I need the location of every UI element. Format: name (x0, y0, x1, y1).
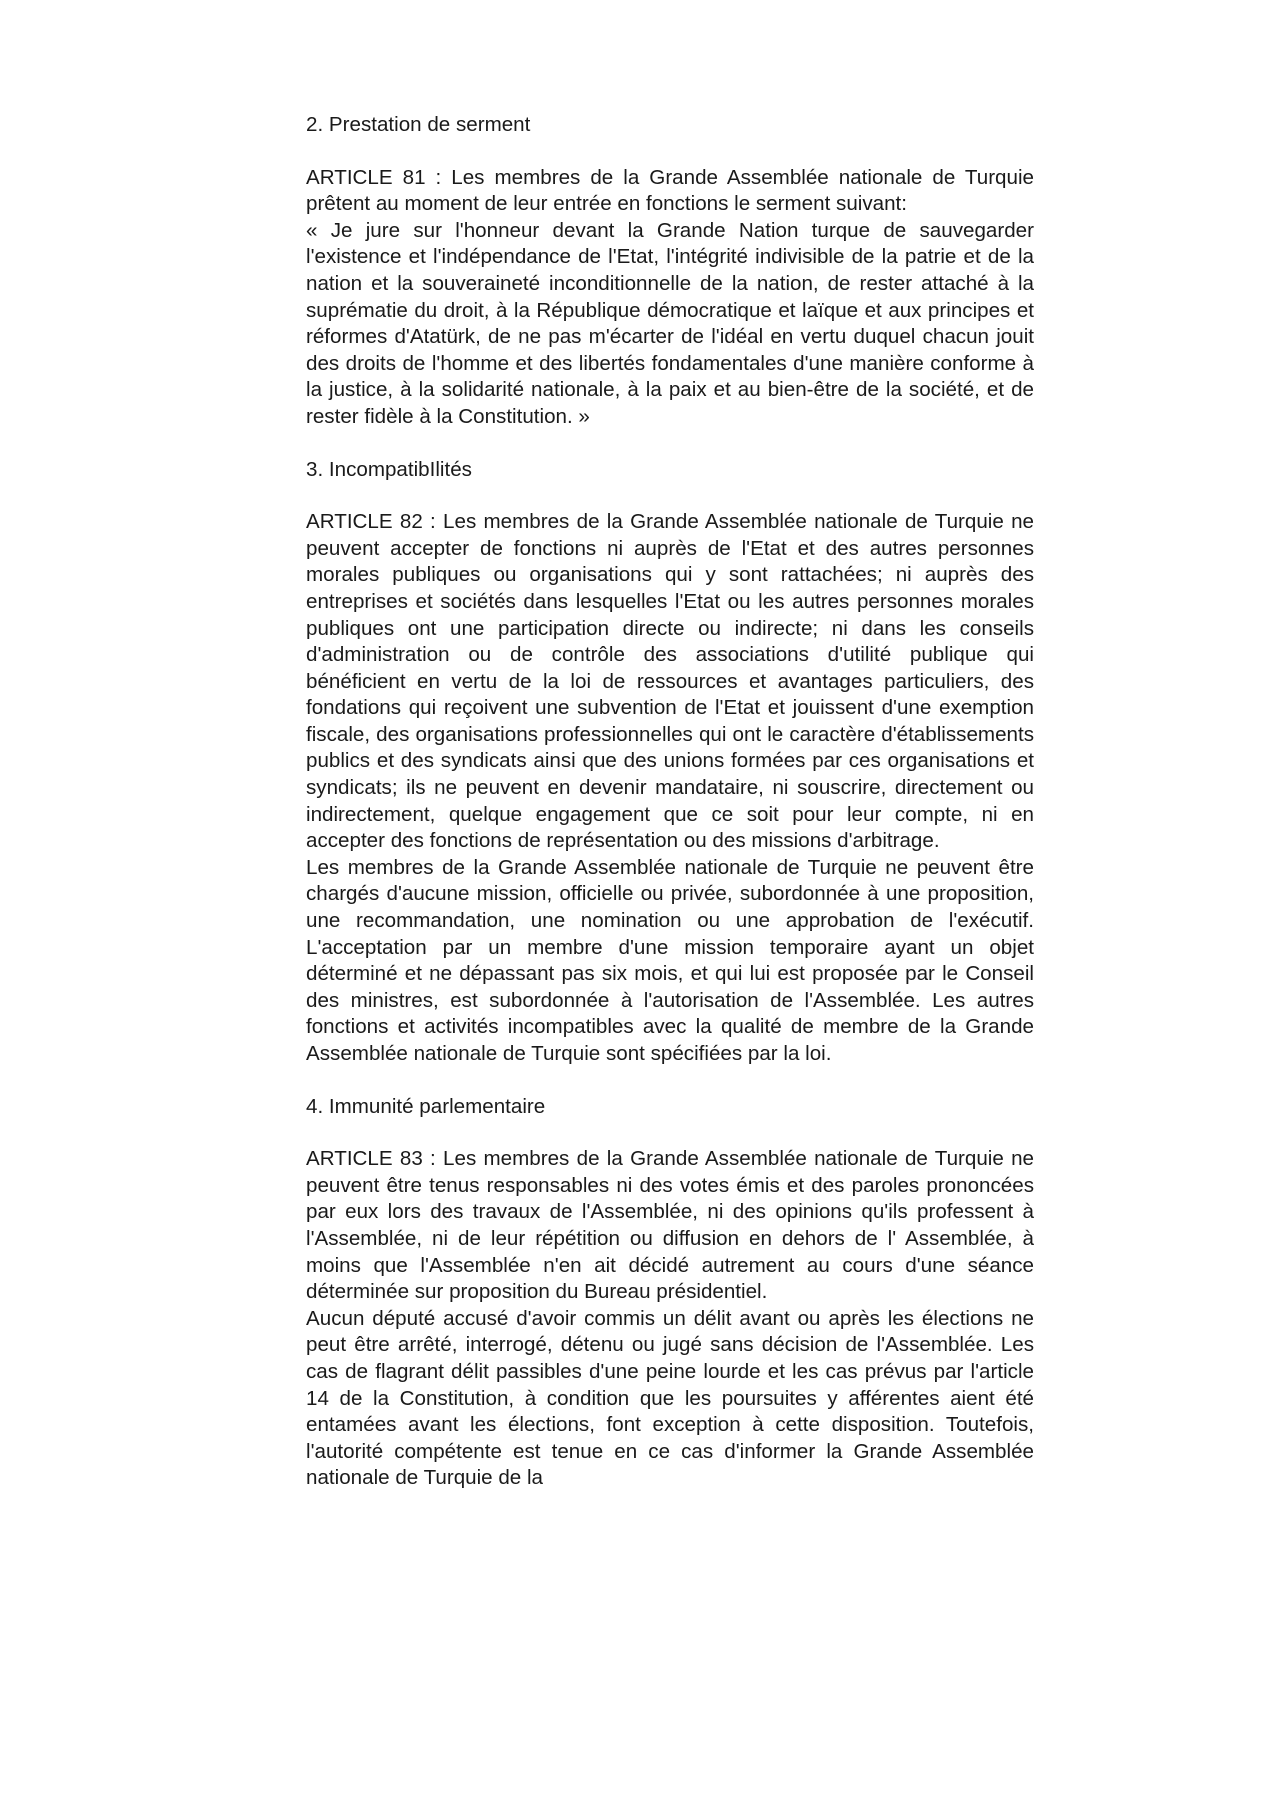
article-83-paragraph-1: ARTICLE 83 : Les membres de la Grande Assemblée nationale de Turquie ne peuvent être tenus responsables ni des votes émis et des paroles prononcées par eux lors des travaux de l'Assemblée, ni des opinions qu'ils professent à l'Assemblée, ni de leur répétition ou diffusion en dehors de l' Assemblée, à moins que l'Assemblée n'en ait décidé autrement au cours d'une séance déterminée sur proposition du Bureau présidentiel. (306, 1147, 1034, 1304)
section-heading-incompatibilites: 3. IncompatibIlités (306, 457, 472, 481)
article-83-paragraph-2: Aucun député accusé d'avoir commis un délit avant ou après les élections ne peut être arrêté, interrogé, détenu ou jugé sans décision de l'Assemblée. Les cas de flagrant délit passibles d'une peine lourde et les cas prévus par l'article 14 de la Constitution, à condition que les poursuites y afférentes aient été entamées avant les élections, font exception à cette disposition. Toutefois, l'autorité compétente est tenue en ce cas d'informer la Grande Assemblée nationale de Turquie de la (306, 1306, 1034, 1490)
section-heading-prestation-de-serment: 2. Prestation de serment (306, 113, 531, 136)
article-81-intro: ARTICLE 81 : Les membres de la Grande Assemblée nationale de Turquie prêtent au moment de leur entrée en fonctions le serment suivant: (306, 165, 1034, 216)
article-81-oath: « Je jure sur l'honneur devant la Grande Nation turque de sauvegarder l'existence et l'indépendance de l'Etat, l'intégrité indivisible de la patrie et de la nation et la souveraineté inconditionnelle de la nation, de rester attaché à la suprématie du droit, à la République démocratique et laïque et aux principes et réformes d'Atatürk, de ne pas m'écarter de l'idéal en vertu duquel chacun jouit des droits de l'homme et des libertés fondamentales d'une manière conforme à la justice, à la solidarité nationale, à la paix et au bien-être de la société, et de rester fidèle à la Constitution. » (306, 218, 1034, 428)
article-82 (306, 509, 1034, 1067)
article-83 (306, 1146, 1034, 1492)
article-82-paragraph-2: Les membres de la Grande Assemblée nationale de Turquie ne peuvent être chargés d'aucune mission, officielle ou privée, subordonnée à une proposition, une recommandation, une nomination ou une approbation de l'exécutif. L'acceptation par un membre d'une mission temporaire ayant un objet déterminé et ne dépassant pas six mois, et qui lui est proposée par le Conseil des ministres, est subordonnée à l'autorisation de l'Assemblée. Les autres fonctions et activités incompatibles avec la qualité de membre de la Grande Assemblée nationale de Turquie sont spécifiées par la loi. (306, 855, 1034, 1065)
article-81 (306, 165, 1034, 431)
article-82-paragraph-1: ARTICLE 82 : Les membres de la Grande Assemblée nationale de Turquie ne peuvent accepter de fonctions ni auprès de l'Etat et des autres personnes morales publiques ou organisations qui y sont rattachées; ni auprès des entreprises et sociétés dans lesquelles l'Etat ou les autres personnes morales publiques ont une participation directe ou indirecte; ni dans les conseils d'administration ou de contrôle des associations d'utilité publique qui bénéficient en vertu de la loi de ressources et avantages particuliers, des fondations qui reçoivent une subvention de l'Etat et jouissent d'une exemption fiscale, des organisations professionnelles qui ont le caractère d'établissements publics et des syndicats ainsi que des unions formées par ces organisations et syndicats; ils ne peuvent en devenir mandataire, ni souscrire, directement ou indirectement, quelque engagement que ce soit pour leur compte, ni en accepter des fonctions de représentation ou des missions d'arbitrage. (306, 510, 1034, 853)
document-page (306, 112, 1034, 1518)
section-heading-immunite-parlementaire: 4. Immunité parlementaire (306, 1094, 546, 1118)
